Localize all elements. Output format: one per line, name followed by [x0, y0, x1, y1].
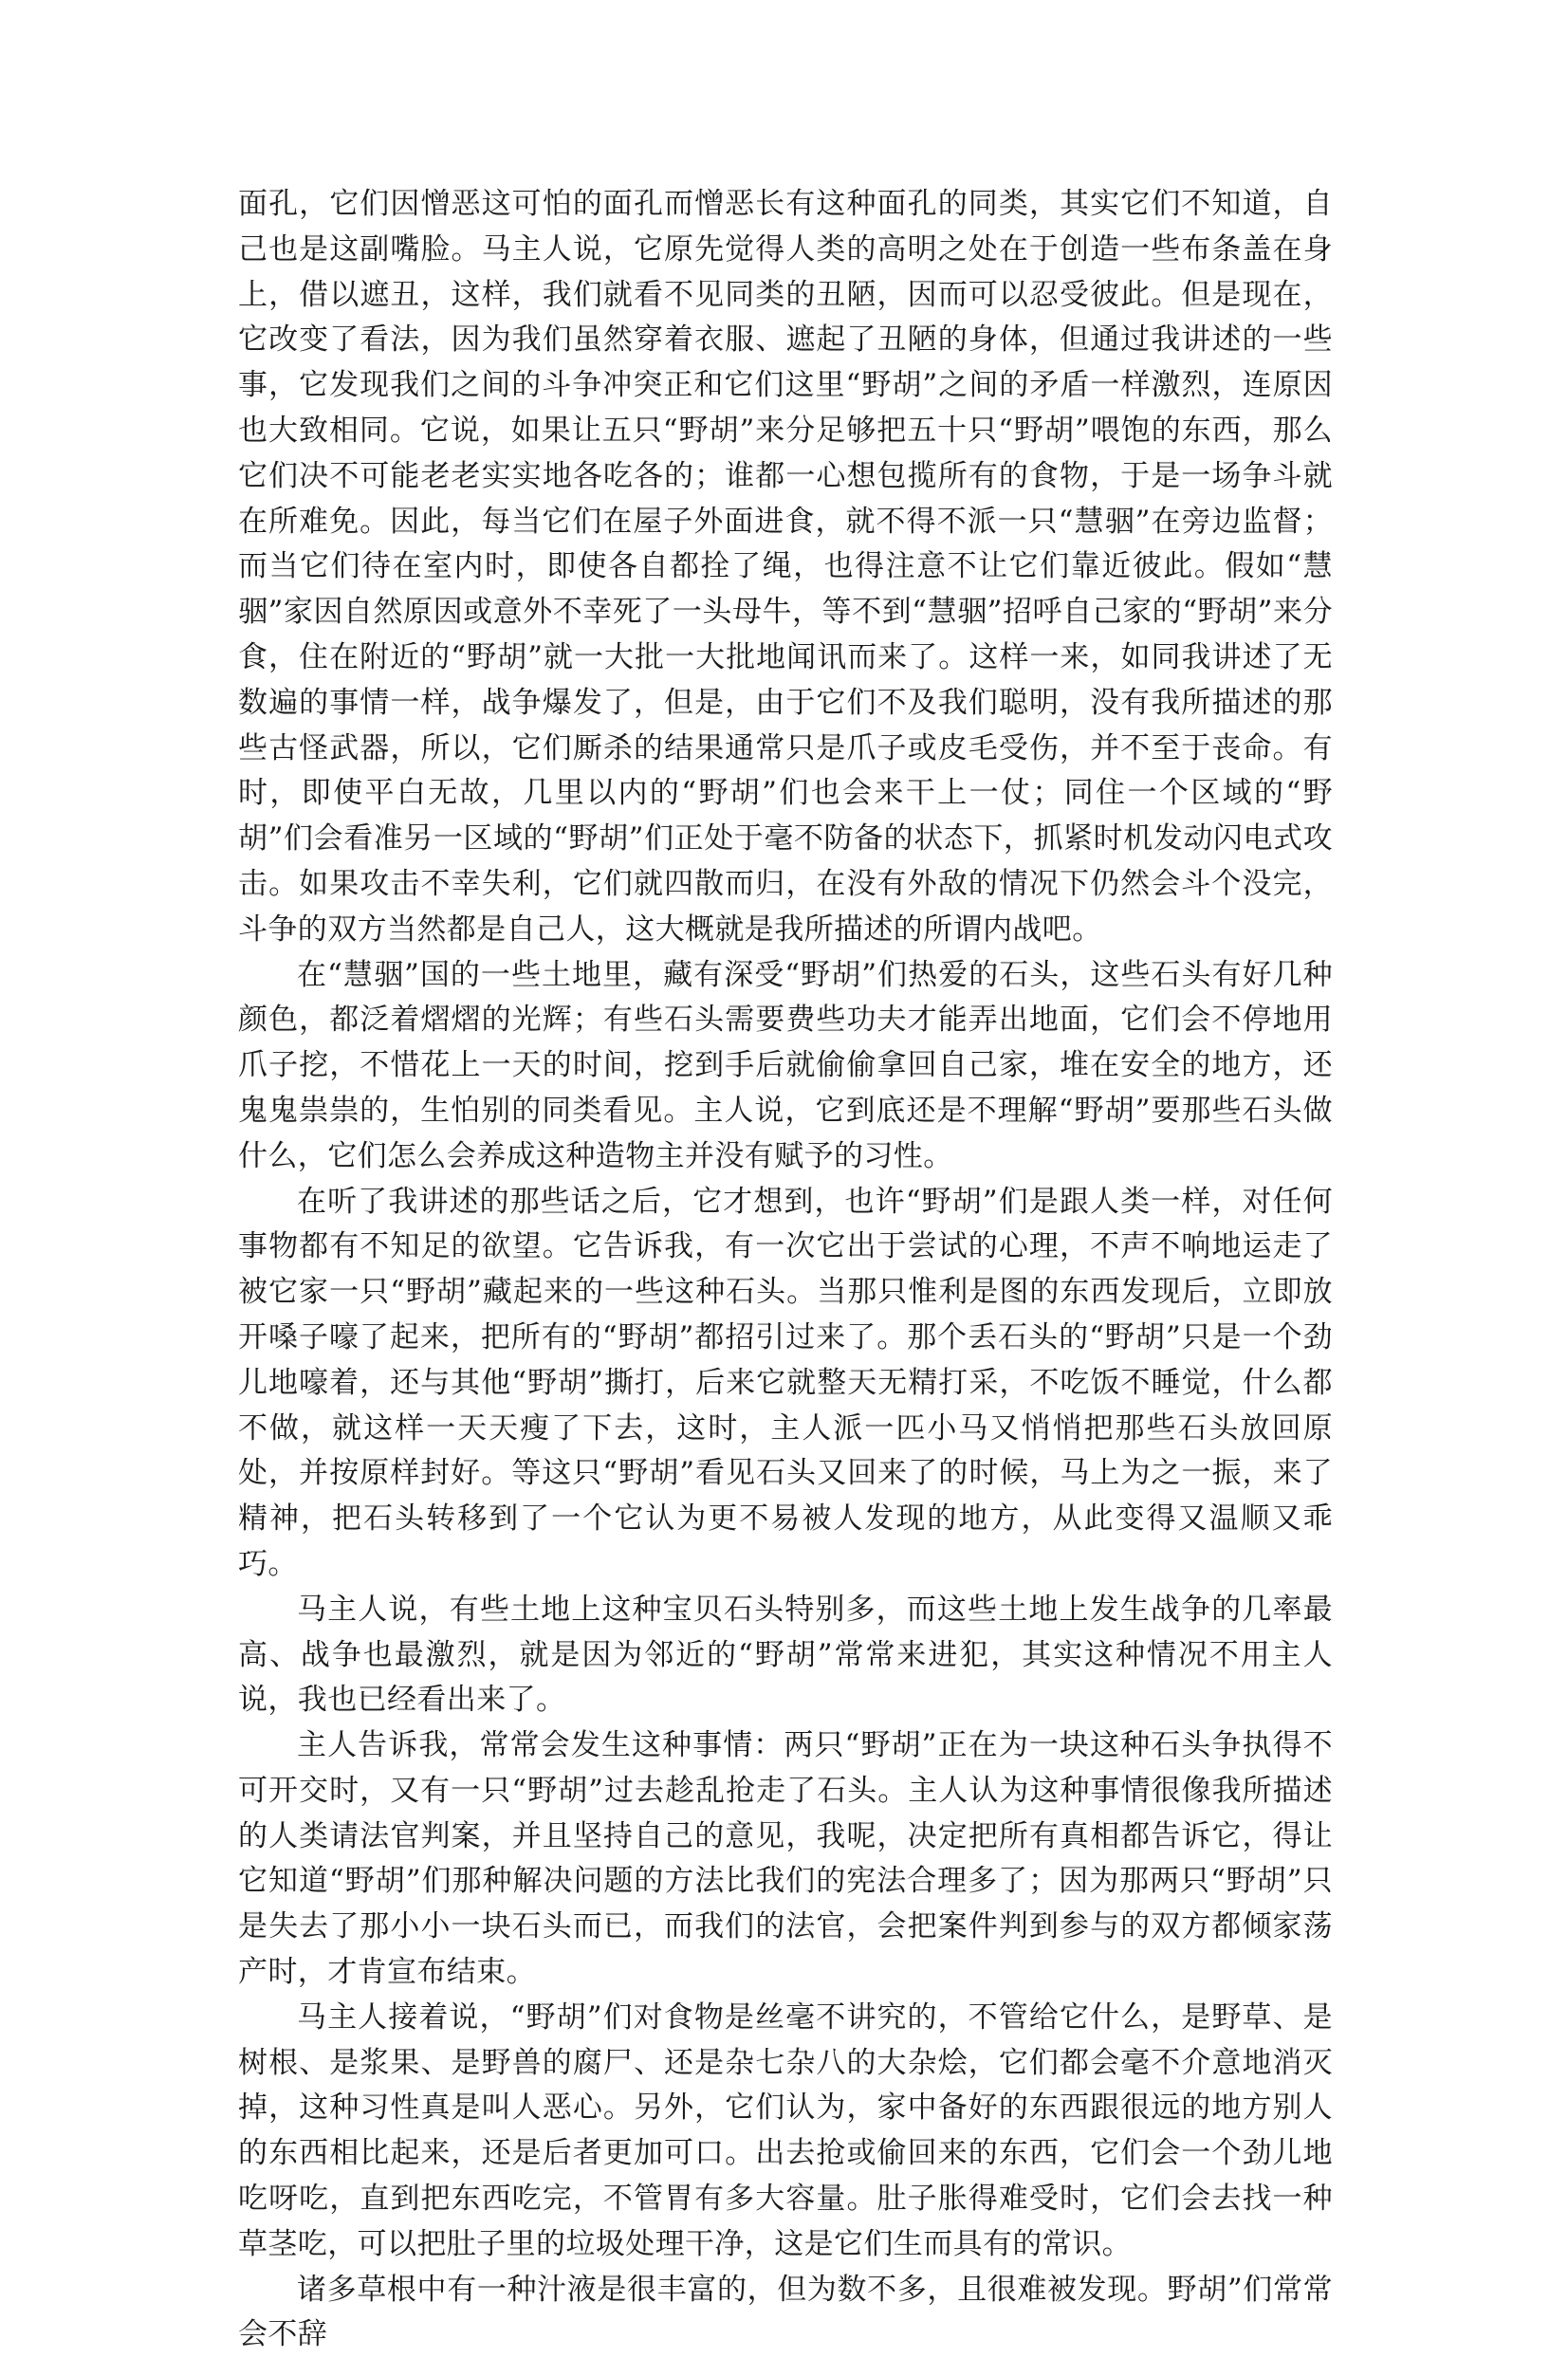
paragraph-5: 主人告诉我，常常会发生这种事情：两只“野胡”正在为一块这种石头争执得不可开交时，又有一只“野胡”过去趁乱抢走了石头。主人认为这种事情很像我所描述的人类请法官判案，并且坚持自己的意见，我呢，决定把所有真相都告诉它，得让它知道“野胡”们那种解决问题的方法比我们的宪法合理多了；因为那两只“野胡”只是失去了那小小一块石头而已，而我们的法官，会把案件判到参与的双方都倾家荡产时，才肯宣布结束。: [238, 1728, 1333, 1990]
paragraph-1: 面孔，它们因憎恶这可怕的面孔而憎恶长有这种面孔的同类，其实它们不知道，自己也是这副嘴脸。马主人说，它原先觉得人类的高明之处在于创造一些布条盖在身上，借以遮丑，这样，我们就看不见同类的丑陋，因而可以忍受彼此。但是现在，它改变了看法，因为我们虽然穿着衣服、遮起了丑陋的身体，但通过我讲述的一些事，它发现我们之间的斗争冲突正和它们这里“野胡”之间的矛盾一样激烈，连原因也大致相同。它说，如果让五只“野胡”来分足够把五十只“野胡”喂饱的东西，那么它们决不可能老老实实地各吃各的；谁都一心想包揽所有的食物，于是一场争斗就在所难免。因此，每当它们在屋子外面进食，就不得不派一只“慧骃”在旁边监督；而当它们待在室内时，即使各自都拴了绳，也得注意不让它们靠近彼此。假如“慧骃”家因自然原因或意外不幸死了一头母牛，等不到“慧骃”招呼自己家的“野胡”来分食，住在附近的“野胡”就一大批一大批地闻讯而来了。这样一来，如同我讲述了无数遍的事情一样，战争爆发了，但是，由于它们不及我们聪明，没有我所描述的那些古怪武器，所以，它们厮杀的结果通常只是爪子或皮毛受伤，并不至于丧命。有时，即使平白无故，几里以内的“野胡”们也会来干上一仗；同住一个区域的“野胡”们会看准另一区域的“野胡”们正处于毫不防备的状态下，抓紧时机发动闪电式攻击。如果攻击不幸失利，它们就四散而归，在没有外敌的情况下仍然会斗个没完，斗争的双方当然都是自己人，这大概就是我所描述的所谓内战吧。: [238, 187, 1333, 947]
paragraph-3: 在听了我讲述的那些话之后，它才想到，也许“野胡”们是跟人类一样，对任何事物都有不知足的欲望。它告诉我，有一次它出于尝试的心理，不声不响地运走了被它家一只“野胡”藏起来的一些这种石头。当那只惟利是图的东西发现后，立即放开嗓子嚎了起来，把所有的“野胡”都招引过来了。那个丢石头的“野胡”只是一个劲儿地嚎着，还与其他“野胡”撕打，后来它就整天无精打采，不吃饭不睡觉，什么都不做，就这样一天天瘦了下去，这时，主人派一匹小马又悄悄把那些石头放回原处，并按原样封好。等这只“野胡”看见石头又回来了的时候，马上为之一振，来了精神，把石头转移到了一个它认为更不易被人发现的地方，从此变得又温顺又乖巧。: [238, 1184, 1333, 1581]
paragraph-2: 在“慧骃”国的一些土地里，藏有深受“野胡”们热爱的石头，这些石头有好几种颜色，都泛着熠熠的光辉；有些石头需要费些功夫才能弄出地面，它们会不停地用爪子挖，不惜花上一天的时间，挖到手后就偷偷拿回自己家，堆在安全的地方，还鬼鬼祟祟的，生怕别的同类看见。主人说，它到底还是不理解“野胡”要那些石头做什么，它们怎么会养成这种造物主并没有赋予的习性。: [238, 957, 1333, 1173]
paragraph-4: 马主人说，有些土地上这种宝贝石头特别多，而这些土地上发生战争的几率最高、战争也最激烈，就是因为邻近的“野胡”常常来进犯，其实这种情况不用主人说，我也已经看出来了。: [238, 1592, 1333, 1718]
paragraph-7: 诸多草根中有一种汁液是很丰富的，但为数不多，且很难被发现。野胡”们常常会不辞: [238, 2272, 1333, 2352]
document-page: [238, 182, 1333, 2358]
paragraph-6: 马主人接着说，“野胡”们对食物是丝毫不讲究的，不管给它什么，是野草、是树根、是浆果、是野兽的腐尸、还是杂七杂八的大杂烩，它们都会毫不介意地消灭掉，这种习性真是叫人恶心。另外，它们认为，家中备好的东西跟很远的地方别人的东西相比起来，还是后者更加可口。出去抢或偷回来的东西，它们会一个劲儿地吃呀吃，直到把东西吃完，不管胃有多大容量。肚子胀得难受时，它们会去找一种草茎吃，可以把肚子里的垃圾处理干净，这是它们生而具有的常识。: [238, 1999, 1333, 2261]
